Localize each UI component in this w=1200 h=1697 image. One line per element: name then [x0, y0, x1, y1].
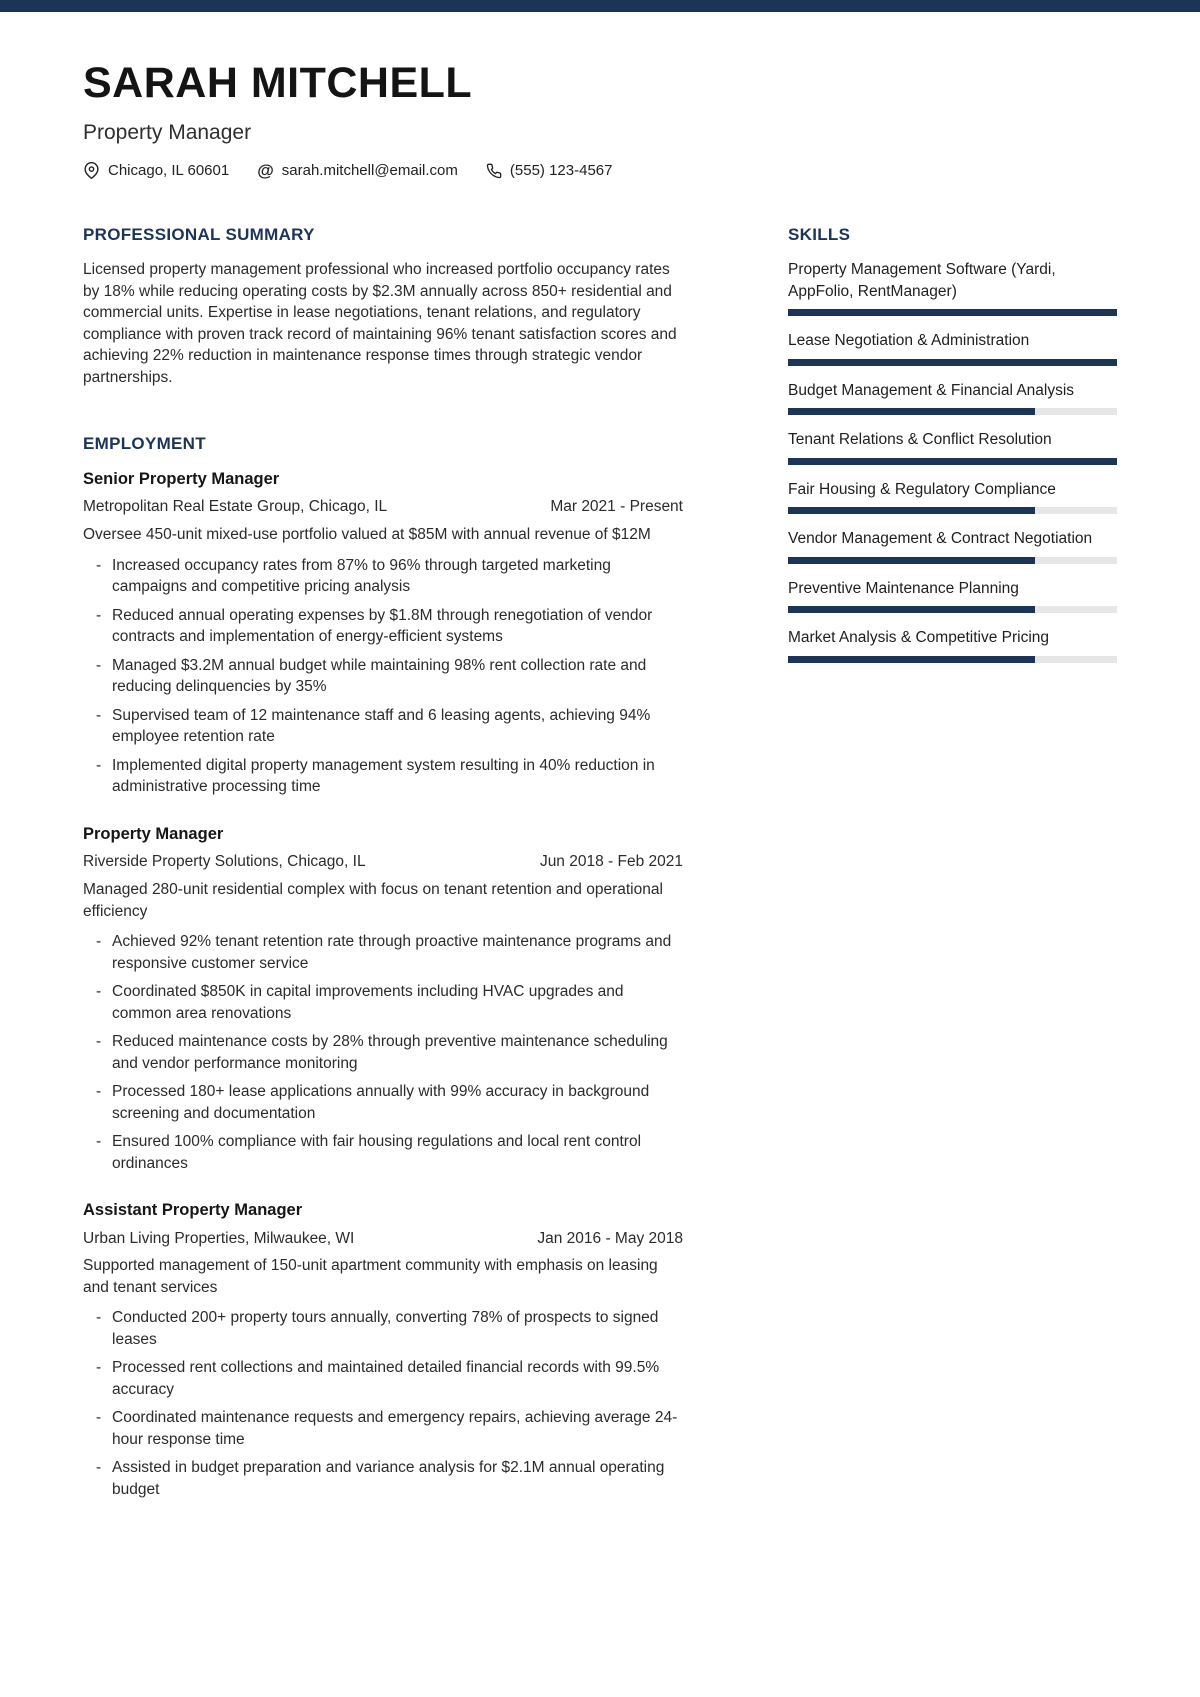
skill-bar-track: [788, 359, 1117, 366]
job-entry: [83, 469, 683, 798]
top-accent-bar: [0, 0, 1200, 12]
skills-heading: SKILLS: [788, 225, 851, 245]
skill-label: Fair Housing & Regulatory Compliance: [788, 480, 1056, 498]
skill-label: Market Analysis & Competitive Pricing: [788, 629, 1050, 647]
job-entry: [83, 824, 683, 1174]
skill-item: [788, 627, 1117, 663]
skill-bar-fill: [788, 656, 1035, 663]
main-column: [83, 225, 683, 1500]
skill-bar-track: [788, 309, 1117, 316]
job-bullets: [83, 555, 683, 798]
job-summary: Supported management of 150-unit apartment community with emphasis on leasing and tenant services: [83, 1257, 658, 1296]
skill-item: [788, 330, 1117, 366]
job-entry: [83, 1200, 683, 1500]
contact-location: [83, 162, 229, 179]
job-bullets: [83, 931, 683, 1174]
job-title: Property Manager: [83, 824, 224, 843]
skill-item: [788, 578, 1117, 614]
phone-icon: [486, 163, 502, 179]
employment-section: [83, 434, 683, 1500]
job-dates: Jun 2018 - Feb 2021: [539, 853, 683, 871]
skill-label: Tenant Relations & Conflict Resolution: [788, 431, 1052, 449]
skill-bar-track: [788, 458, 1117, 465]
skill-label: Property Management Software (Yardi, AppFolio, RentManager): [788, 261, 1056, 300]
skill-bar-track: [788, 606, 1117, 613]
contact-phone-text: (555) 123-4567: [509, 162, 613, 180]
skill-item: [788, 479, 1117, 515]
contact-phone: [486, 162, 613, 179]
job-company: Urban Living Properties, Milwaukee, WI: [83, 1229, 355, 1247]
job-dates: Jan 2016 - May 2018: [537, 1229, 683, 1247]
employment-heading: EMPLOYMENT: [83, 434, 206, 454]
job-title: Assistant Property Manager: [83, 1201, 303, 1220]
skill-item: [788, 380, 1117, 416]
skill-bar-fill: [788, 507, 1035, 514]
skill-list: [788, 259, 1117, 663]
skill-bar-fill: [788, 458, 1117, 465]
job-bullet: - Reduced annual operating expenses by $1.8M through renegotiation of vendor contracts and implementation of energy-efficient systems: [83, 605, 683, 648]
job-bullet: - Conducted 200+ property tours annually, converting 78% of prospects to signed leases: [83, 1307, 683, 1350]
job-meta-row: [83, 1229, 683, 1250]
skill-bar-fill: [788, 359, 1117, 366]
summary-section: [83, 225, 683, 388]
job-list: [83, 469, 683, 1501]
job-bullet: - Reduced maintenance costs by 28% through preventive maintenance scheduling and vendor performance monitoring: [83, 1031, 683, 1074]
skill-bar-track: [788, 656, 1117, 663]
job-bullet: - Implemented digital property management system resulting in 40% reduction in administrative processing time: [83, 755, 683, 798]
skill-item: [788, 528, 1117, 564]
skill-item: [788, 259, 1117, 316]
email-at-icon: @: [257, 161, 274, 181]
job-bullet: - Supervised team of 12 maintenance staff and 6 leasing agents, achieving 94% employee retention rate: [83, 705, 683, 748]
job-bullet: - Processed 180+ lease applications annually with 99% accuracy in background screening and documentation: [83, 1081, 683, 1124]
job-summary: Oversee 450-unit mixed-use portfolio valued at $85M with annual revenue of $12M: [83, 526, 651, 544]
contact-email-text: sarah.mitchell@email.com: [281, 162, 458, 180]
skill-bar-fill: [788, 309, 1117, 316]
job-company: Metropolitan Real Estate Group, Chicago, IL: [83, 498, 388, 516]
job-summary: Managed 280-unit residential complex with focus on tenant retention and operational efficiency: [83, 881, 663, 920]
job-bullets: [83, 1307, 683, 1500]
skill-label: Lease Negotiation & Administration: [788, 332, 1030, 350]
job-bullet: - Achieved 92% tenant retention rate through proactive maintenance programs and responsive customer service: [83, 931, 683, 974]
contact-row: [83, 162, 1117, 179]
contact-email: [257, 162, 458, 179]
job-bullet: - Processed rent collections and maintained detailed financial records with 99.5% accuracy: [83, 1357, 683, 1400]
job-bullet: - Coordinated maintenance requests and emergency repairs, achieving average 24-hour response time: [83, 1407, 683, 1450]
contact-location-text: Chicago, IL 60601: [108, 162, 230, 180]
person-job-title: Property Manager: [83, 121, 252, 144]
job-bullet: - Coordinated $850K in capital improvements including HVAC upgrades and common area renovations: [83, 981, 683, 1024]
job-bullet: - Increased occupancy rates from 87% to 96% through targeted marketing campaigns and competitive pricing analysis: [83, 555, 683, 598]
resume-header: [0, 12, 1200, 179]
skill-label: Budget Management & Financial Analysis: [788, 381, 1075, 399]
location-pin-icon: [83, 162, 100, 179]
job-meta-row: [83, 497, 683, 518]
summary-heading: PROFESSIONAL SUMMARY: [83, 225, 315, 245]
skill-bar-track: [788, 557, 1117, 564]
skill-bar-fill: [788, 606, 1035, 613]
skill-item: [788, 429, 1117, 465]
skill-bar-track: [788, 507, 1117, 514]
job-company: Riverside Property Solutions, Chicago, IL: [83, 853, 366, 871]
skill-label: Preventive Maintenance Planning: [788, 579, 1019, 597]
skill-label: Vendor Management & Contract Negotiation: [788, 530, 1093, 548]
skill-bar-track: [788, 408, 1117, 415]
job-bullet: - Assisted in budget preparation and variance analysis for $2.1M annual operating budget: [83, 1457, 683, 1500]
job-bullet: - Ensured 100% compliance with fair housing regulations and local rent control ordinances: [83, 1131, 683, 1174]
skill-bar-fill: [788, 557, 1035, 564]
job-title: Senior Property Manager: [83, 469, 280, 488]
person-name: SARAH MITCHELL: [83, 59, 473, 107]
content-columns: [0, 225, 1200, 1500]
skills-column: [788, 225, 1117, 677]
job-dates: Mar 2021 - Present: [550, 498, 683, 516]
skill-bar-fill: [788, 408, 1035, 415]
job-bullet: - Managed $3.2M annual budget while maintaining 98% rent collection rate and reducing delinquencies by 35%: [83, 655, 683, 698]
summary-text: Licensed property management professional who increased portfolio occupancy rates by 18% while reducing operating costs by $2.3M annually across 850+ residential and commercial units. Expertise in lease negotiations, tenant relations, and regulatory compliance with proven track record of maintaining 96% tenant satisfaction scores and achieving 22% reduction in maintenance response times through strategic vendor partnerships.: [83, 261, 677, 386]
job-meta-row: [83, 852, 683, 873]
